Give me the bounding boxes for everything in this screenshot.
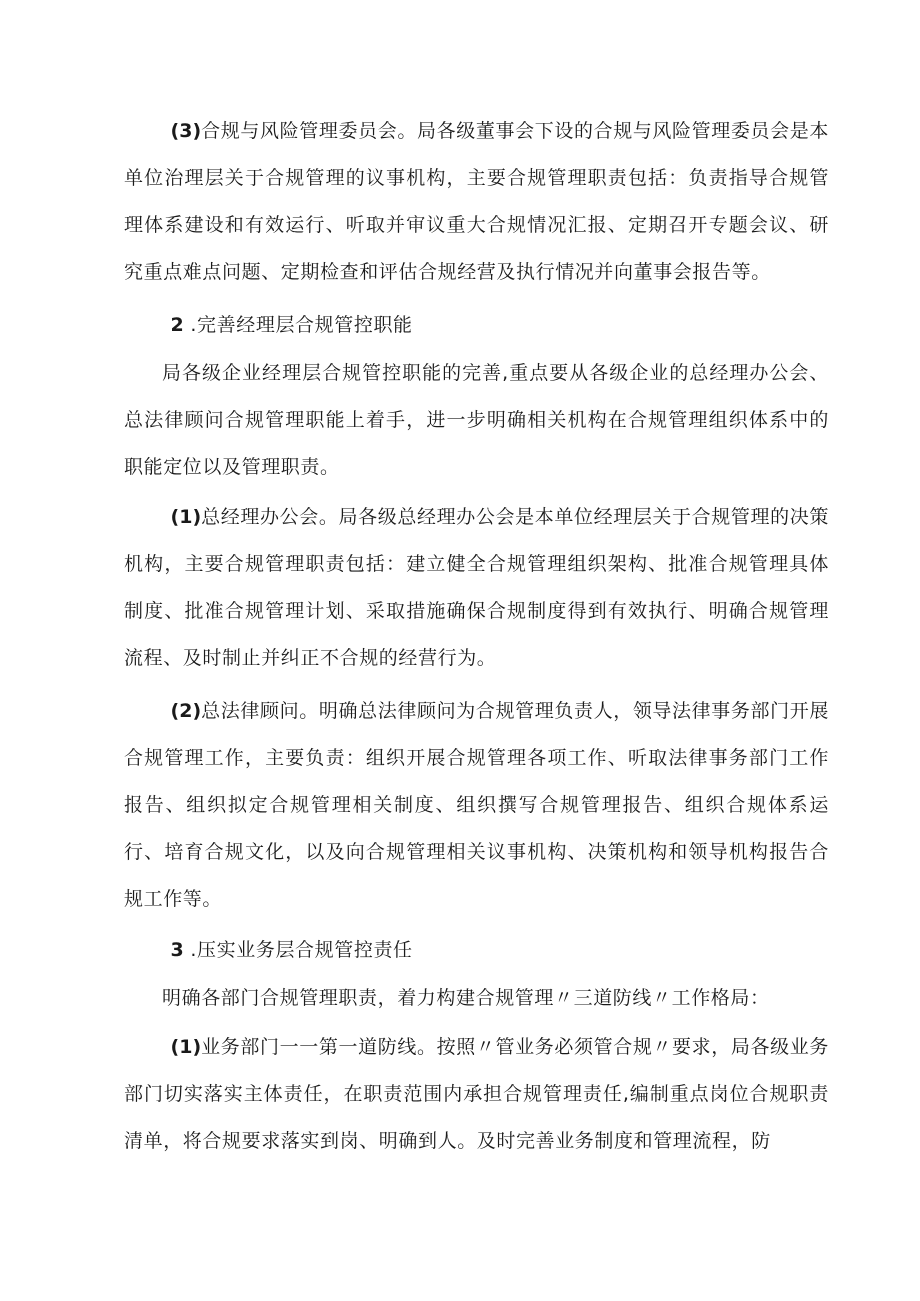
paragraph-general-manager-office — [124, 494, 829, 682]
item-number: (3) — [170, 120, 202, 142]
paragraph-text: 业务部门一一第一道防线。按照〃管业务必须管合规〃要求，局各级业务部门切实落实主体责任，在职责范围内承担合规管理责任,编制重点岗位合规职责清单，将合规要求落实到岗、明确到人。及时完善业务制度和管理流程，防 — [124, 1036, 829, 1152]
paragraph-general-counsel — [124, 688, 829, 923]
paragraph-text: 明确各部门合规管理职责，着力构建合规管理〃三道防线〃工作格局： — [162, 987, 770, 1009]
item-number: (2) — [170, 700, 202, 722]
section-number: 3 — [170, 939, 184, 961]
section-heading-3 — [124, 927, 829, 974]
section-title: .完善经理层合规管控职能 — [190, 314, 413, 336]
paragraph-three-lines — [124, 975, 829, 1022]
paragraph-text: 局各级企业经理层合规管控职能的完善,重点要从各级企业的总经理办公会、总法律顾问合规管理职能上着手，进一步明确相关机构在合规管理组织体系中的职能定位以及管理职责。 — [124, 362, 829, 478]
paragraph-text: 总经理办公会。局各级总经理办公会是本单位经理层关于合规管理的决策机构，主要合规管理职责包括：建立健全合规管理组织架构、批准合规管理具体制度、批准合规管理计划、采取措施确保合规制度得到有效执行、明确合规管理流程、及时制止并纠正不合规的经营行为。 — [124, 506, 829, 669]
item-number: (1) — [170, 1036, 202, 1058]
paragraph-compliance-committee — [124, 108, 829, 296]
section-heading-2 — [124, 302, 829, 349]
section-title: .压实业务层合规管控责任 — [190, 939, 413, 961]
item-number: (1) — [170, 506, 202, 528]
paragraph-manager-layer — [124, 350, 829, 491]
paragraph-text: 合规与风险管理委员会。局各级董事会下设的合规与风险管理委员会是本单位治理层关于合规管理的议事机构，主要合规管理职责包括：负责指导合规管理体系建设和有效运行、听取并审议重大合规情况汇报、定期召开专题会议、研究重点难点问题、定期检查和评估合规经营及执行情况并向董事会报告等。 — [124, 120, 829, 283]
paragraph-business-department — [124, 1024, 829, 1165]
paragraph-text: 总法律顾问。明确总法律顾问为合规管理负责人，领导法律事务部门开展合规管理工作，主要负责：组织开展合规管理各项工作、听取法律事务部门工作报告、组织拟定合规管理相关制度、组织撰写合规管理报告、组织合规体系运行、培育合规文化，以及向合规管理相关议事机构、决策机构和领导机构报告合规工作等。 — [124, 700, 829, 910]
section-number: 2 — [170, 314, 184, 336]
